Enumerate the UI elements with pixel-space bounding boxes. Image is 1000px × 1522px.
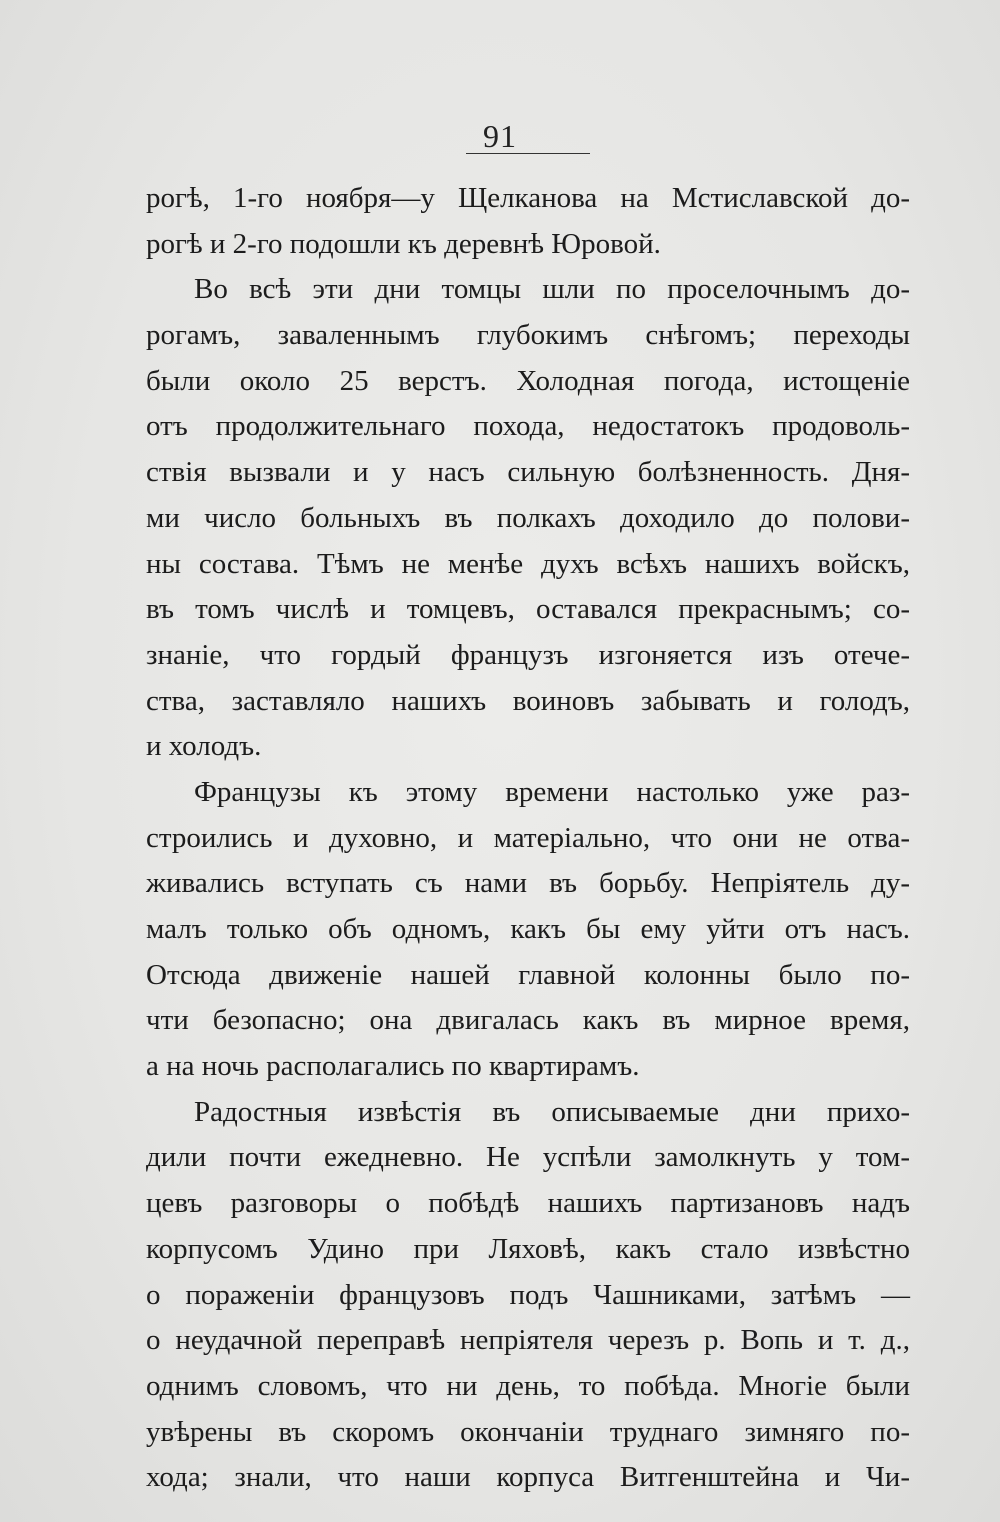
text-line: Во всѣ эти дни томцы шли по проселочнымъ до- bbox=[194, 273, 910, 306]
text-line: были около 25 верстъ. Холодная погода, истощеніе bbox=[146, 364, 910, 397]
header-rule bbox=[466, 153, 590, 154]
text-line: отъ продолжительнаго похода, недостатокъ продоволь- bbox=[146, 410, 910, 443]
text-line: корпусомъ Удино при Ляховѣ, какъ стало извѣстно bbox=[146, 1232, 910, 1265]
text-line: Радостныя извѣстія въ описываемые дни прихо- bbox=[194, 1095, 910, 1128]
text-line: ствія вызвали и у насъ сильную болѣзненность. Дня- bbox=[146, 456, 910, 489]
text-line: рогамъ, заваленнымъ глубокимъ снѣгомъ; переходы bbox=[146, 319, 910, 352]
text-line: цевъ разговоры о побѣдѣ нашихъ партизановъ надъ bbox=[146, 1187, 910, 1220]
text-line: рогѣ и 2-го подошли къ деревнѣ Юровой. bbox=[146, 227, 661, 260]
text-line: рогѣ, 1-го ноября—у Щелканова на Мстиславской до- bbox=[146, 182, 910, 214]
text-line: дили почти ежедневно. Не успѣли замолкнуть у том- bbox=[146, 1141, 910, 1174]
text-line: ми число больныхъ въ полкахъ доходило до полови- bbox=[146, 501, 910, 534]
text-line: въ томъ числѣ и томцевъ, оставался прекраснымъ; со- bbox=[146, 593, 910, 626]
text-line: живались вступать съ нами въ борьбу. Непріятель ду- bbox=[146, 867, 910, 900]
text-line: ства, заставляло нашихъ воиновъ забывать и голодъ, bbox=[146, 684, 910, 717]
body-text bbox=[146, 176, 910, 1501]
text-line: строились и духовно, и матеріально, что они не отва- bbox=[146, 821, 910, 854]
text-line: и холодъ. bbox=[146, 730, 262, 763]
page-number: 91 bbox=[483, 118, 517, 154]
text-line: чти безопасно; она двигалась какъ въ мирное время, bbox=[146, 1004, 910, 1037]
text-line: Отсюда движеніе нашей главной колонны было по- bbox=[146, 958, 910, 991]
text-line: а на ночь располагались по квартирамъ. bbox=[146, 1050, 640, 1083]
text-line: увѣрены въ скоромъ окончаніи труднаго зимняго по- bbox=[146, 1415, 910, 1448]
text-line: о пораженіи французовъ подъ Чашниками, затѣмъ — bbox=[146, 1278, 910, 1311]
text-line: однимъ словомъ, что ни день, то побѣда. Многіе были bbox=[146, 1369, 910, 1402]
text-line: знаніе, что гордый французъ изгоняется изъ отече- bbox=[146, 638, 910, 671]
text-line: Французы къ этому времени настолько уже раз- bbox=[194, 775, 910, 808]
text-line: ны состава. Тѣмъ не менѣе духъ всѣхъ нашихъ войскъ, bbox=[146, 547, 910, 580]
text-line: малъ только объ одномъ, какъ бы ему уйти отъ насъ. bbox=[146, 913, 910, 945]
text-line: хода; знали, что наши корпуса Витгенштейна и Чи- bbox=[146, 1461, 910, 1494]
text-line: о неудачной переправѣ непріятеля черезъ р. Вопь и т. д., bbox=[146, 1324, 910, 1357]
